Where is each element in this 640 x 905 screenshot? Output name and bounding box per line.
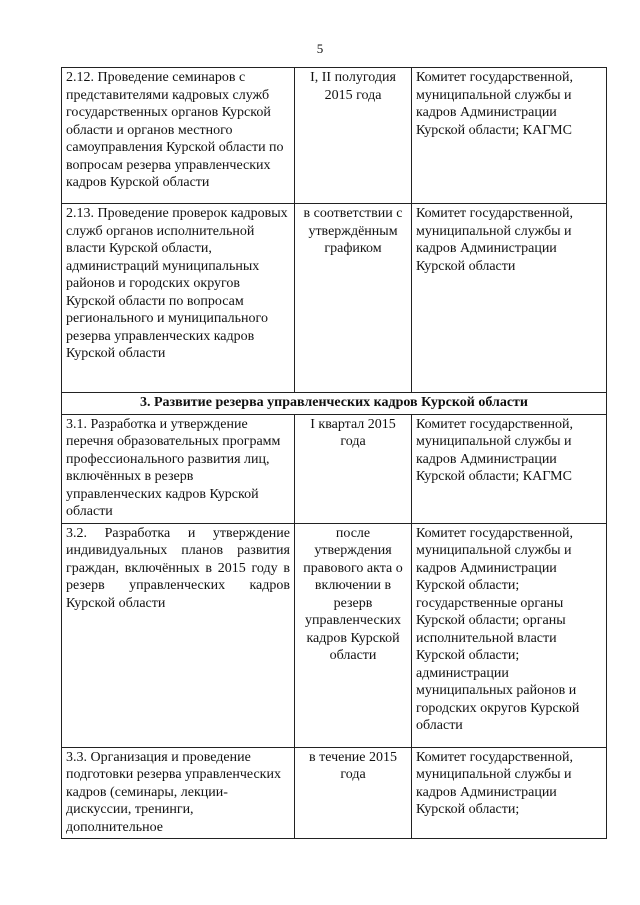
activity-cell: 2.13. Проведение проверок кадровых служб органов исполнительной власти Курской области, администраций муниципальных районов и городских округов Курской области по вопросам регионального и муниципального резерва управленческих кадров Курской области xyxy=(62,204,295,393)
table-row xyxy=(62,523,607,747)
responsible-cell: Комитет государственной, муниципальной службы и кадров Администрации Курской области xyxy=(412,204,607,393)
section-heading: 3. Развитие резерва управленческих кадров Курской области xyxy=(62,393,607,415)
responsible-cell: Комитет государственной, муниципальной службы и кадров Администрации Курской области; КАГМС xyxy=(412,414,607,523)
table-row xyxy=(62,204,607,393)
term-cell: после утверждения правового акта о включении в резерв управленческих кадров Курской области xyxy=(295,523,412,747)
responsible-cell: Комитет государственной, муниципальной службы и кадров Администрации Курской области; xyxy=(412,747,607,839)
responsible-cell: Комитет государственной, муниципальной службы и кадров Администрации Курской области; КАГМС xyxy=(412,68,607,204)
activity-cell: 3.2. Разработка и утверждение индивидуальных планов развития граждан, включённых в 2015 году в резерв управленческих кадров Курской области xyxy=(62,523,295,747)
section-heading-row xyxy=(62,393,607,415)
plan-table-body xyxy=(62,68,607,839)
table-row xyxy=(62,414,607,523)
plan-table xyxy=(61,67,607,839)
responsible-cell: Комитет государственной, муниципальной службы и кадров Администрации Курской области; государственные органы Курской области; органы исполнительной власти Курской области; администрации муниципальных районов и городских округов Курской области xyxy=(412,523,607,747)
term-cell: в течение 2015 года xyxy=(295,747,412,839)
table-row xyxy=(62,747,607,839)
activity-cell: 2.12. Проведение семинаров с представителями кадровых служб государственных органов Курской области и органов местного самоуправления Курской области по вопросам резерва управленческих кадров Курской области xyxy=(62,68,295,204)
table-row xyxy=(62,68,607,204)
activity-cell: 3.3. Организация и проведение подготовки резерва управленческих кадров (семинары, лекции-дискуссии, тренинги, дополнительное xyxy=(62,747,295,839)
term-cell: I квартал 2015 года xyxy=(295,414,412,523)
term-cell: в соответствии с утверждённым графиком xyxy=(295,204,412,393)
page-number: 5 xyxy=(316,41,324,56)
activity-cell: 3.1. Разработка и утверждение перечня образовательных программ профессионального развития лиц, включённых в резерв управленческих кадров Курской области xyxy=(62,414,295,523)
term-cell: I, II полугодия 2015 года xyxy=(295,68,412,204)
